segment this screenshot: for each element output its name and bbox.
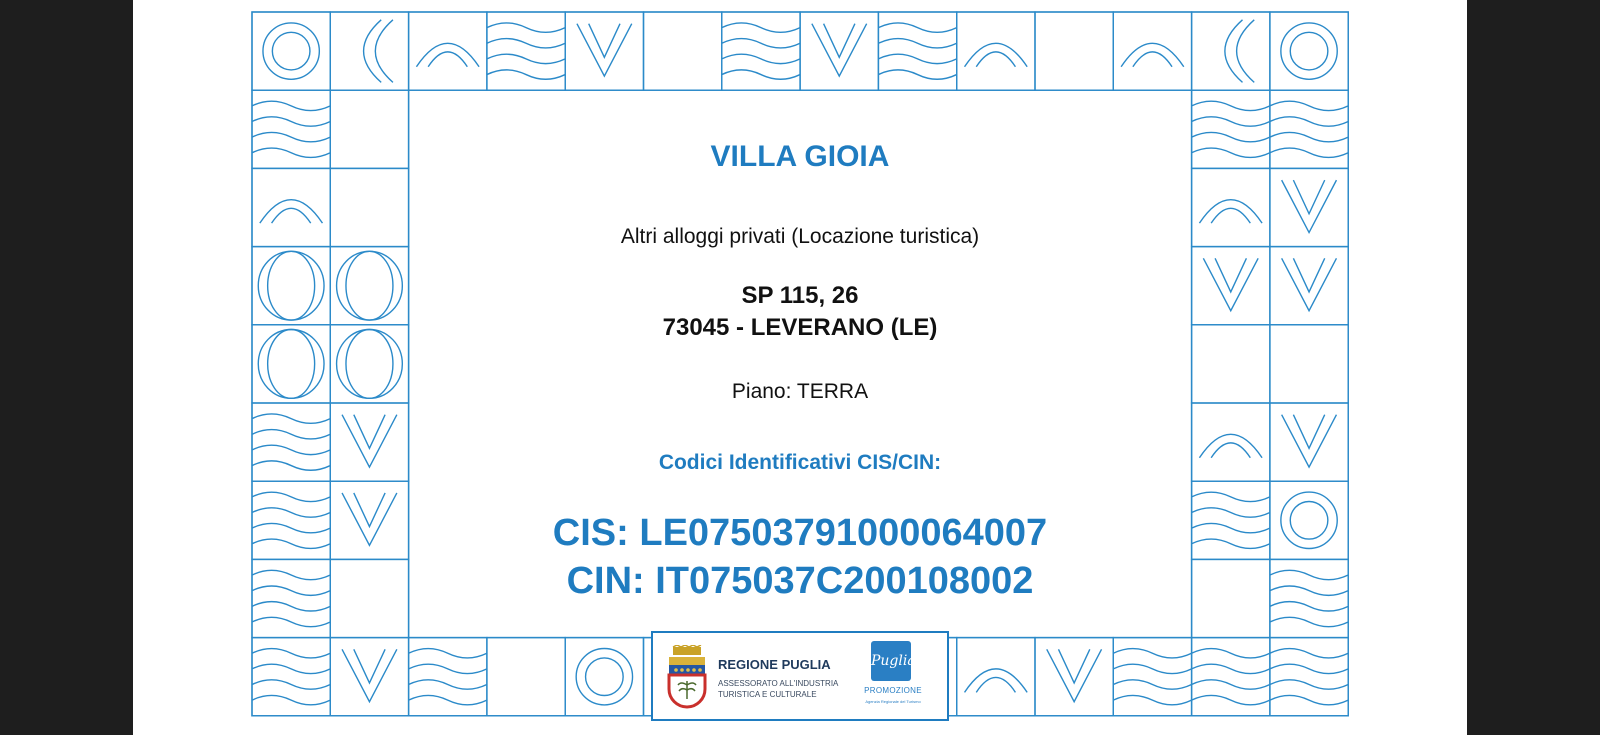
property-name: VILLA GIOIA bbox=[710, 140, 890, 173]
logos-box bbox=[651, 631, 949, 721]
codes-heading: Codici Identificativi CIS/CIN: bbox=[658, 451, 942, 474]
promozione-subtitle: Agenzia Regionale del Turismo bbox=[865, 699, 921, 704]
floor-info: Piano: TERRA bbox=[731, 380, 869, 403]
address-street: SP 115, 26 bbox=[741, 282, 859, 309]
address-city: 73045 - LEVERANO (LE) bbox=[662, 314, 938, 341]
promozione-label: PROMOZIONE bbox=[864, 686, 922, 695]
puglia-promozione-logo: Puglia bbox=[871, 641, 911, 681]
region-name: REGIONE PUGLIA bbox=[718, 657, 831, 672]
accommodation-type: Altri alloggi privati (Locazione turistica) bbox=[620, 225, 980, 248]
cin-code: CIN: IT075037C200108002 bbox=[566, 560, 1034, 602]
region-department: ASSESSORATO ALL'INDUSTRIA TURISTICA E CULTURALE bbox=[718, 679, 838, 699]
regione-puglia-crest-icon bbox=[665, 645, 709, 713]
cis-code: CIS: LE07503791000064007 bbox=[552, 512, 1048, 554]
